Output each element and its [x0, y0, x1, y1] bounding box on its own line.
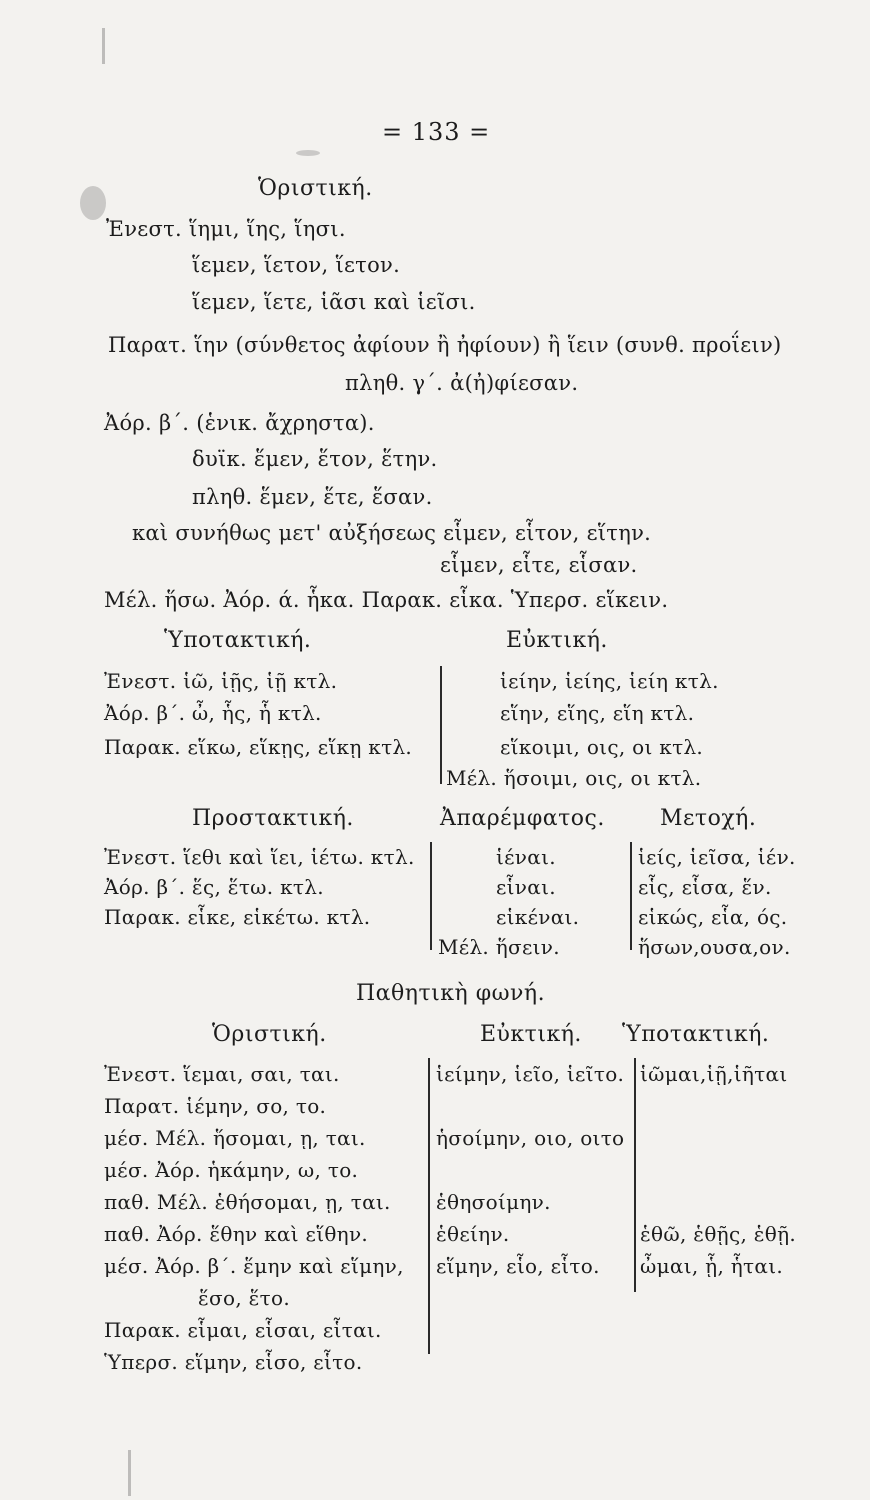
passive-indicative-row-1: Ἐνεστ. ἵεμαι, σαι, ται.	[104, 1062, 340, 1086]
passive-optative-row-3: ἑθησοίμην.	[436, 1190, 551, 1214]
infinitive-row-1: ἱέναι.	[496, 845, 556, 869]
aorist-line-5: εἷμεν, εἷτε, εἷσαν.	[440, 553, 638, 577]
page-number: = 133 =	[382, 118, 491, 146]
subjunctive-row-3: Παρακ. εἵκω, εἵκῃς, εἵκῃ κτλ.	[104, 735, 413, 759]
column-divider-1	[440, 666, 442, 784]
present-line-2: ἵεμεν, ἵετον, ἵετον.	[192, 253, 401, 277]
subjunctive-row-2: Ἀόρ. β΄. ὦ, ἧς, ἧ κτλ.	[104, 701, 322, 725]
column-divider-5	[634, 1058, 636, 1292]
passive-indicative-row-4: μέσ. Ἀόρ. ἡκάμην, ω, το.	[104, 1158, 359, 1182]
passive-indicative-row-5: παθ. Μέλ. ἑθήσομαι, ῃ, ται.	[104, 1190, 391, 1214]
infinitive-row-3: εἱκέναι.	[496, 905, 580, 929]
aorist-line-3: πληθ. ἕμεν, ἕτε, ἕσαν.	[192, 485, 433, 509]
column-divider-3	[630, 842, 632, 950]
margin-mark-lower	[128, 1450, 131, 1496]
imperative-row-2: Ἀόρ. β΄. ἕς, ἕτω. κτλ.	[104, 875, 324, 899]
future-perfect-line: Μέλ. ἥσω. Ἀόρ. ά. ἧκα. Παρακ. εἷκα. Ὑπερσ. εἵκειν.	[104, 588, 669, 612]
imperfect-line-1: Παρατ. ἵην (σύνθετος ἀφίουν ἢ ἠφίουν) ἢ ἵειν (συνθ. προΐειν)	[108, 333, 782, 357]
infinitive-row-2: εἷναι.	[496, 875, 556, 899]
passive-indicative-row-7: μέσ. Ἀόρ. β΄. ἕμην καὶ εἵμην,	[104, 1254, 404, 1278]
infinitive-row-4: Μέλ. ἥσειν.	[438, 935, 560, 959]
passive-optative-row-4: ἑθείην.	[436, 1222, 510, 1246]
passive-optative-row-2: ἡσοίμην, οιο, οιτο	[436, 1126, 625, 1150]
passive-indicative-row-2: Παρατ. ἱέμην, σο, το.	[104, 1094, 327, 1118]
passive-subjunctive-row-1: ἱῶμαι,ἱῇ,ἱῆται	[640, 1062, 788, 1086]
ink-stain	[80, 186, 106, 220]
imperative-heading: Προστακτική.	[192, 806, 354, 831]
passive-subjunctive-row-2: ἑθῶ, ἑθῇς, ἑθῇ.	[640, 1222, 797, 1246]
optative-row-4: Μέλ. ἥσοιμι, οις, οι κτλ.	[446, 766, 702, 790]
passive-subjunctive-row-3: ὦμαι, ᾗ, ἧται.	[640, 1254, 784, 1278]
passive-optative-row-5: εἵμην, εἷο, εἷτο.	[436, 1254, 600, 1278]
passive-indicative-row-9: Παρακ. εἷμαι, εἷσαι, εἷται.	[104, 1318, 382, 1342]
column-divider-2	[430, 842, 432, 950]
optative-row-3: εἵκοιμι, οις, οι κτλ.	[500, 735, 704, 759]
participle-row-4: ἥσων,ουσα,ον.	[638, 935, 791, 959]
column-divider-4	[428, 1058, 430, 1354]
imperfect-line-2: πληθ. γ΄. ἀ(ἠ)φίεσαν.	[345, 371, 579, 395]
ink-smudge	[296, 150, 320, 156]
participle-heading: Μετοχή.	[660, 806, 757, 831]
passive-indicative-row-3: μέσ. Μέλ. ἥσομαι, ῃ, ται.	[104, 1126, 366, 1150]
optative-row-2: εἵην, εἵης, εἵη κτλ.	[500, 701, 695, 725]
imperative-row-1: Ἐνεστ. ἵεθι καὶ ἵει, ἱέτω. κτλ.	[104, 845, 415, 869]
passive-optative-heading: Εὐκτική.	[480, 1022, 582, 1047]
subjunctive-row-1: Ἐνεστ. ἱῶ, ἱῇς, ἱῇ κτλ.	[104, 669, 338, 693]
aorist-line-2: δυϊκ. ἕμεν, ἕτον, ἕτην.	[192, 447, 438, 471]
passive-indicative-row-8: ἕσο, ἕτο.	[198, 1286, 291, 1310]
passive-indicative-heading: Ὁριστική.	[212, 1022, 327, 1047]
passive-voice-title: Παθητικὴ φωνή.	[356, 981, 546, 1006]
subjunctive-heading: Ὑποτακτική.	[164, 628, 312, 653]
optative-heading: Εὐκτική.	[506, 628, 608, 653]
aorist-line-4: καὶ συνήθως μετ' αὐξήσεως εἷμεν, εἷτον, εἵτην.	[132, 521, 652, 545]
imperative-row-3: Παρακ. εἷκε, εἱκέτω. κτλ.	[104, 905, 371, 929]
participle-row-2: εἷς, εἷσα, ἕν.	[638, 875, 772, 899]
aorist-line-1: Ἀόρ. β΄. (ἑνικ. ἄχρηστα).	[104, 411, 375, 435]
passive-optative-row-1: ἱείμην, ἱεῖο, ἱεῖτο.	[436, 1062, 625, 1086]
participle-row-1: ἱείς, ἱεῖσα, ἱέν.	[638, 845, 796, 869]
margin-mark	[102, 28, 105, 64]
passive-subjunctive-heading: Ὑποτακτική.	[622, 1022, 770, 1047]
passive-indicative-row-6: παθ. Ἀόρ. ἕθην καὶ εἵθην.	[104, 1222, 369, 1246]
passive-indicative-row-10: Ὑπερσ. εἵμην, εἷσο, εἷτο.	[104, 1350, 363, 1374]
optative-row-1: ἱείην, ἱείης, ἱείη κτλ.	[500, 669, 719, 693]
present-line-3: ἵεμεν, ἵετε, ἱᾶσι καὶ ἱεῖσι.	[192, 290, 476, 314]
present-line-1: Ἐνεστ. ἵημι, ἵης, ἵησι.	[106, 217, 346, 241]
infinitive-heading: Ἀπαρέμφατος.	[440, 806, 605, 831]
participle-row-3: εἱκώς, εἷα, ός.	[638, 905, 788, 929]
indicative-heading: Ὁριστική.	[258, 176, 373, 201]
